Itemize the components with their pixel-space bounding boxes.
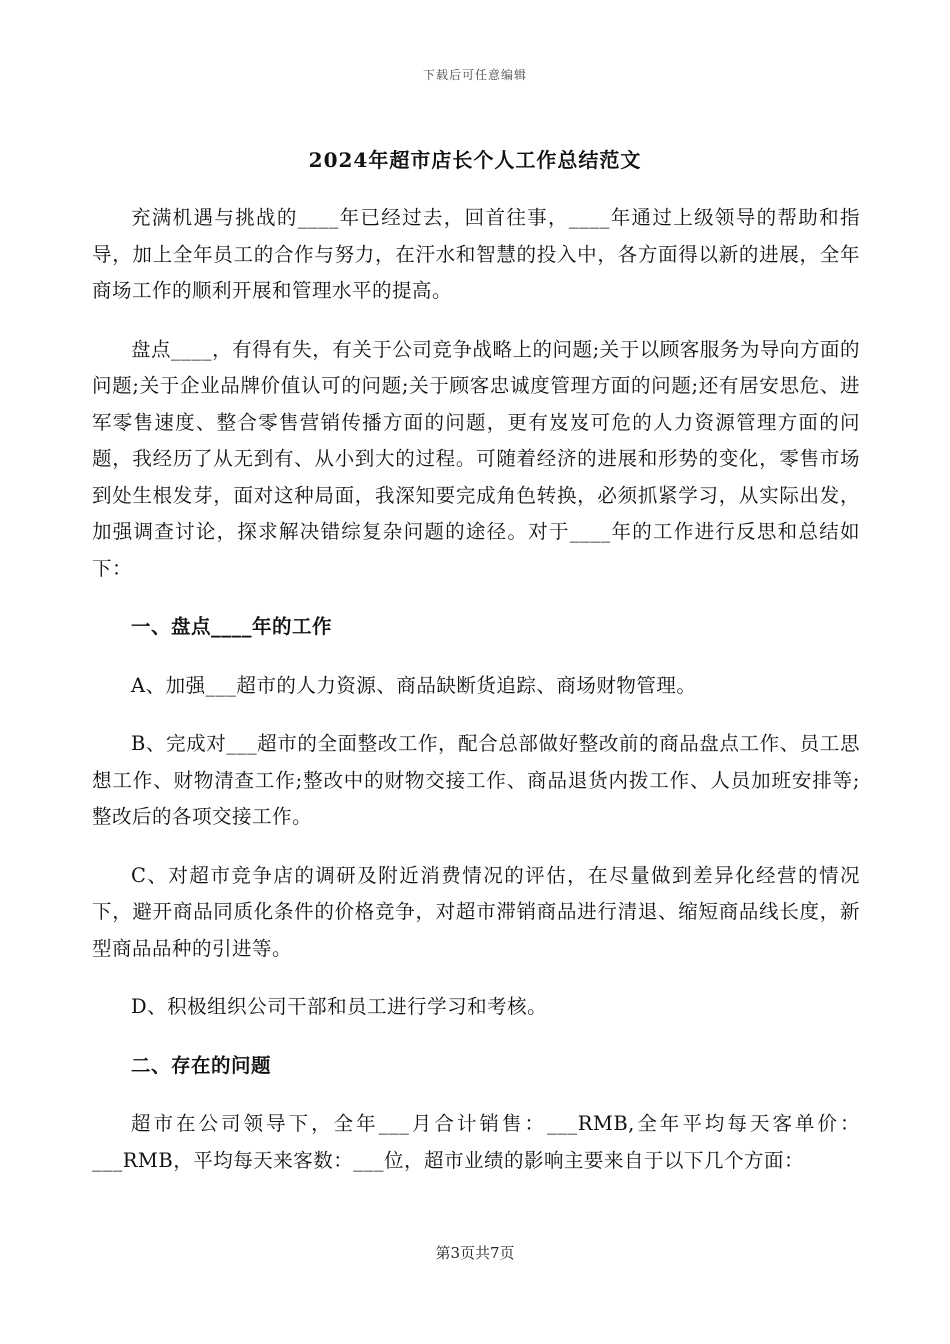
section-heading-1: 一、盘点____年的工作 bbox=[131, 615, 333, 638]
paragraph-item-b: B、完成对___超市的全面整改工作，配合总部做好整改前的商品盘点工作、员工思想工作、财物清查工作;整改中的财物交接工作、商品退货内拨工作、人员加班安排等;整改后的各项交接工作。 bbox=[92, 732, 860, 828]
document-body bbox=[92, 200, 860, 1201]
paragraph-item-d: D、积极组织公司干部和员工进行学习和考核。 bbox=[131, 995, 548, 1018]
paragraph-item-c: C、对超市竞争店的调研及附近消费情况的评估，在尽量做到差异化经营的情况下，避开商品同质化条件的价格竞争，对超市滞销商品进行清退、缩短商品线长度，新型商品品种的引进等。 bbox=[92, 863, 860, 960]
document-title: 2024年超市店长个人工作总结范文 bbox=[308, 148, 642, 172]
paragraph-intro: 充满机遇与挑战的____年已经过去，回首往事，____年通过上级领导的帮助和指导，加上全年员工的合作与努力，在汗水和智慧的投入中，各方面得以新的进展，全年商场工作的顺利开展和管理水平的提高。 bbox=[92, 206, 860, 302]
section-heading-2: 二、存在的问题 bbox=[131, 1053, 272, 1077]
header-note: 下载后可任意编辑 bbox=[422, 68, 527, 82]
paragraph-item-a: A、加强___超市的人力资源、商品缺断货追踪、商场财物管理。 bbox=[131, 673, 697, 697]
page-footer: 第3页共7页 bbox=[435, 1244, 515, 1262]
paragraph-review: 盘点____，有得有失，有关于公司竞争战略上的问题;关于以顾客服务为导向方面的问题;关于企业品牌价值认可的问题;关于顾客忠诚度管理方面的问题;还有居安思危、进军零售速度、整合零售营销传播方面的问题，更有岌岌可危的人力资源管理方面的问题，我经历了从无到有、从小到大的过程。可随着经济的进展和形势的变化，零售市场到处生根发芽，面对这种局面，我深知要完成角色转换，必须抓紧学习，从实际出发，加强调查讨论，探求解决错综复杂问题的途径。对于____年的工作进行反思和总结如下： bbox=[92, 337, 860, 580]
paragraph-problems: 超市在公司领导下，全年___月合计销售：___RMB,全年平均每天客单价：___RMB，平均每天来客数：___位，超市业绩的影响主要来自于以下几个方面： bbox=[92, 1112, 860, 1172]
